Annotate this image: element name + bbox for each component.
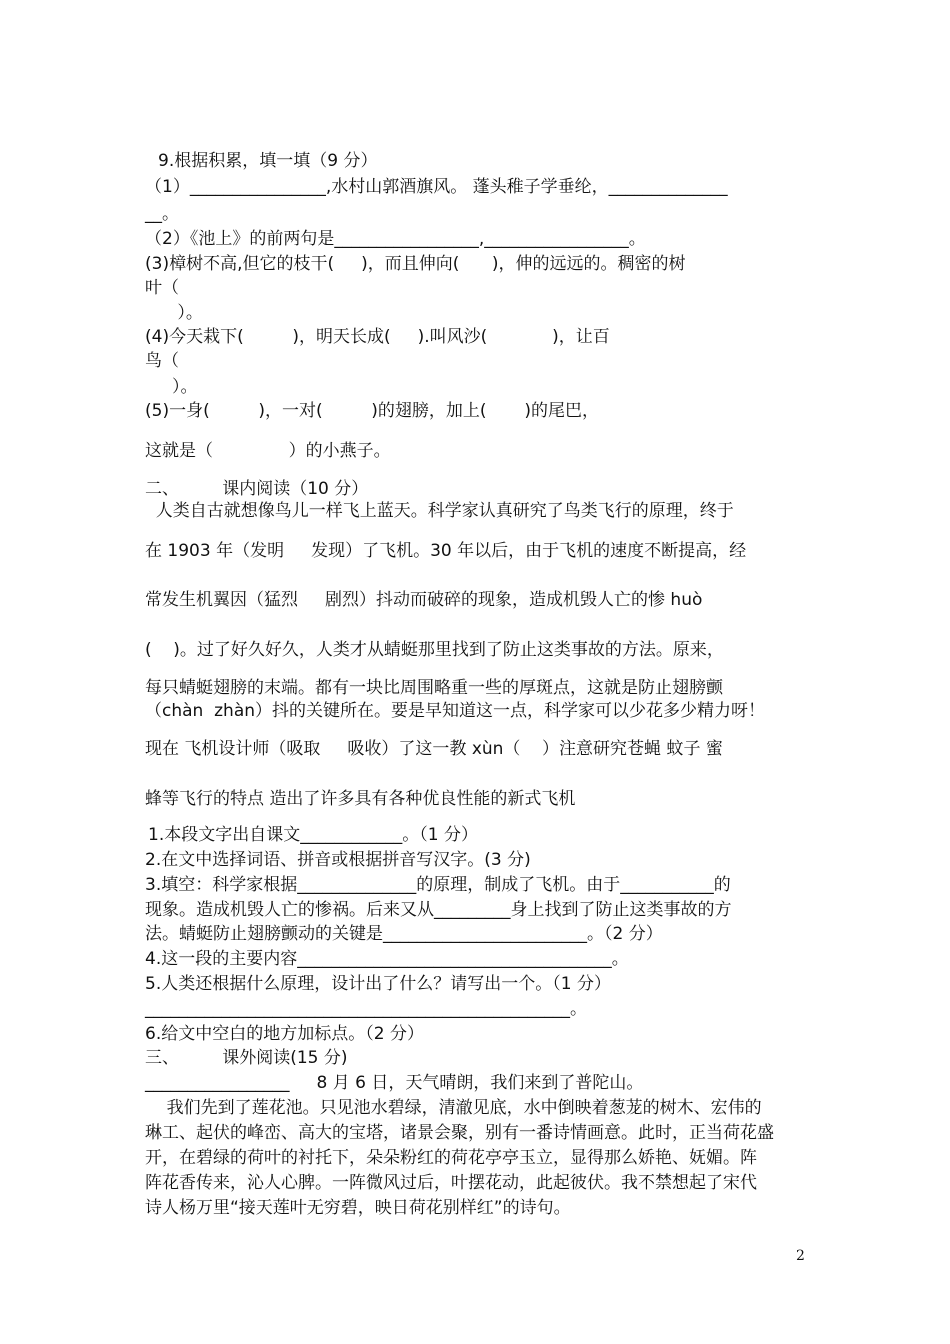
text-line: 法。蜻蜓防止翅膀颤动的关键是________________________。（2 分） bbox=[145, 924, 663, 944]
text-line: 诗人杨万里“接天莲叶无穷碧，映日荷花别样红”的诗句。 bbox=[145, 1198, 571, 1218]
text-line: 琳工、起伏的峰峦、高大的宝塔，诸景会聚，别有一番诗情画意。此时，正当荷花盛 bbox=[145, 1123, 774, 1143]
text-line: __________________________________________________。 bbox=[145, 999, 587, 1019]
text-line: 这就是（ ）的小燕子。 bbox=[145, 441, 391, 461]
text-line: 5.人类还根据什么原理，设计出了什么？请写出一个。（1 分） bbox=[145, 974, 611, 994]
text-line: 每只蜻蜓翅膀的末端。都有一块比周围略重一些的厚斑点，这就是防止翅膀颤 bbox=[145, 678, 723, 698]
text-line: 鸟（ bbox=[145, 351, 179, 371]
text-line: _________________ 8 月 6 日，天气晴朗，我们来到了普陀山。 bbox=[145, 1073, 644, 1093]
text-line: 叶（ bbox=[145, 278, 179, 298]
text-line: (4)今天栽下( )，明天长成( ).叫风沙( )，让百 bbox=[145, 327, 610, 347]
page-number: 2 bbox=[796, 1248, 805, 1264]
text-line: 蜂等飞行的特点 造出了许多具有各种优良性能的新式飞机 bbox=[145, 789, 576, 809]
text-line: 在 1903 年（发明 发现）了飞机。30 年以后，由于飞机的速度不断提高，经 bbox=[145, 541, 747, 561]
text-line: （chàn zhàn）抖的关键所在。要是早知道这一点，科学家可以少花多少精力呀！ bbox=[145, 701, 766, 721]
text-line: 二、 课内阅读（10 分） bbox=[145, 479, 369, 499]
text-line: 1.本段文字出自课文____________。（1 分） bbox=[148, 825, 478, 845]
text-line: 人类自古就想像鸟儿一样飞上蓝天。科学家认真研究了鸟类飞行的原理，终于 bbox=[145, 501, 734, 521]
text-line: 2.在文中选择词语、拼音或根据拼音写汉字。(3 分) bbox=[145, 850, 531, 870]
text-line: 我们先到了莲花池。只见池水碧绿，清澈见底，水中倒映着葱茏的树木、宏伟的 bbox=[145, 1098, 762, 1118]
text-line: 开，在碧绿的荷叶的衬托下，朵朵粉红的荷花亭亭玉立，显得那么娇艳、妩媚。阵 bbox=[145, 1148, 757, 1168]
text-line: 4.这一段的主要内容_____________________________________。 bbox=[145, 949, 629, 969]
text-line: 3.填空：科学家根据______________的原理，制成了飞机。由于___________的 bbox=[145, 875, 731, 895]
text-line: 现象。造成机毁人亡的惨祸。后来又从_________身上找到了防止这类事故的方 bbox=[145, 900, 732, 920]
text-line: ）。 bbox=[145, 303, 203, 323]
text-line: ）。 bbox=[145, 377, 198, 397]
text-line: 9.根据积累，填一填（9 分） bbox=[158, 151, 378, 171]
text-line: （2）《池上》的前两句是_________________,_________________。 bbox=[145, 229, 646, 249]
text-line: 阵花香传来，沁人心脾。一阵微风过后，叶摆花动，此起彼伏。我不禁想起了宋代 bbox=[145, 1173, 757, 1193]
text-line: 三、 课外阅读(15 分) bbox=[145, 1048, 348, 1068]
text-line: 常发生机翼因（猛烈 剧烈）抖动而破碎的现象，造成机毁人亡的惨 huò bbox=[145, 590, 703, 610]
text-line: （1）________________,水村山郭酒旗风。 蓬头稚子学垂纶，______________ bbox=[145, 177, 728, 197]
text-line: ( )。过了好久好久，人类才从蜻蜓那里找到了防止这类事故的方法。原来， bbox=[145, 640, 724, 660]
text-line: (5)一身( )，一对( )的翅膀，加上( )的尾巴， bbox=[145, 401, 599, 421]
text-line: __。 bbox=[145, 204, 179, 224]
text-line: (3)樟树不高,但它的枝干( )，而且伸向( )，伸的远远的。稠密的树 bbox=[145, 254, 686, 274]
text-line: 6.给文中空白的地方加标点。（2 分） bbox=[145, 1024, 424, 1044]
text-line: 现在 飞机设计师（吸取 吸收）了这一教 xùn（ ）注意研究苍蝇 蚊子 蜜 bbox=[145, 739, 723, 759]
